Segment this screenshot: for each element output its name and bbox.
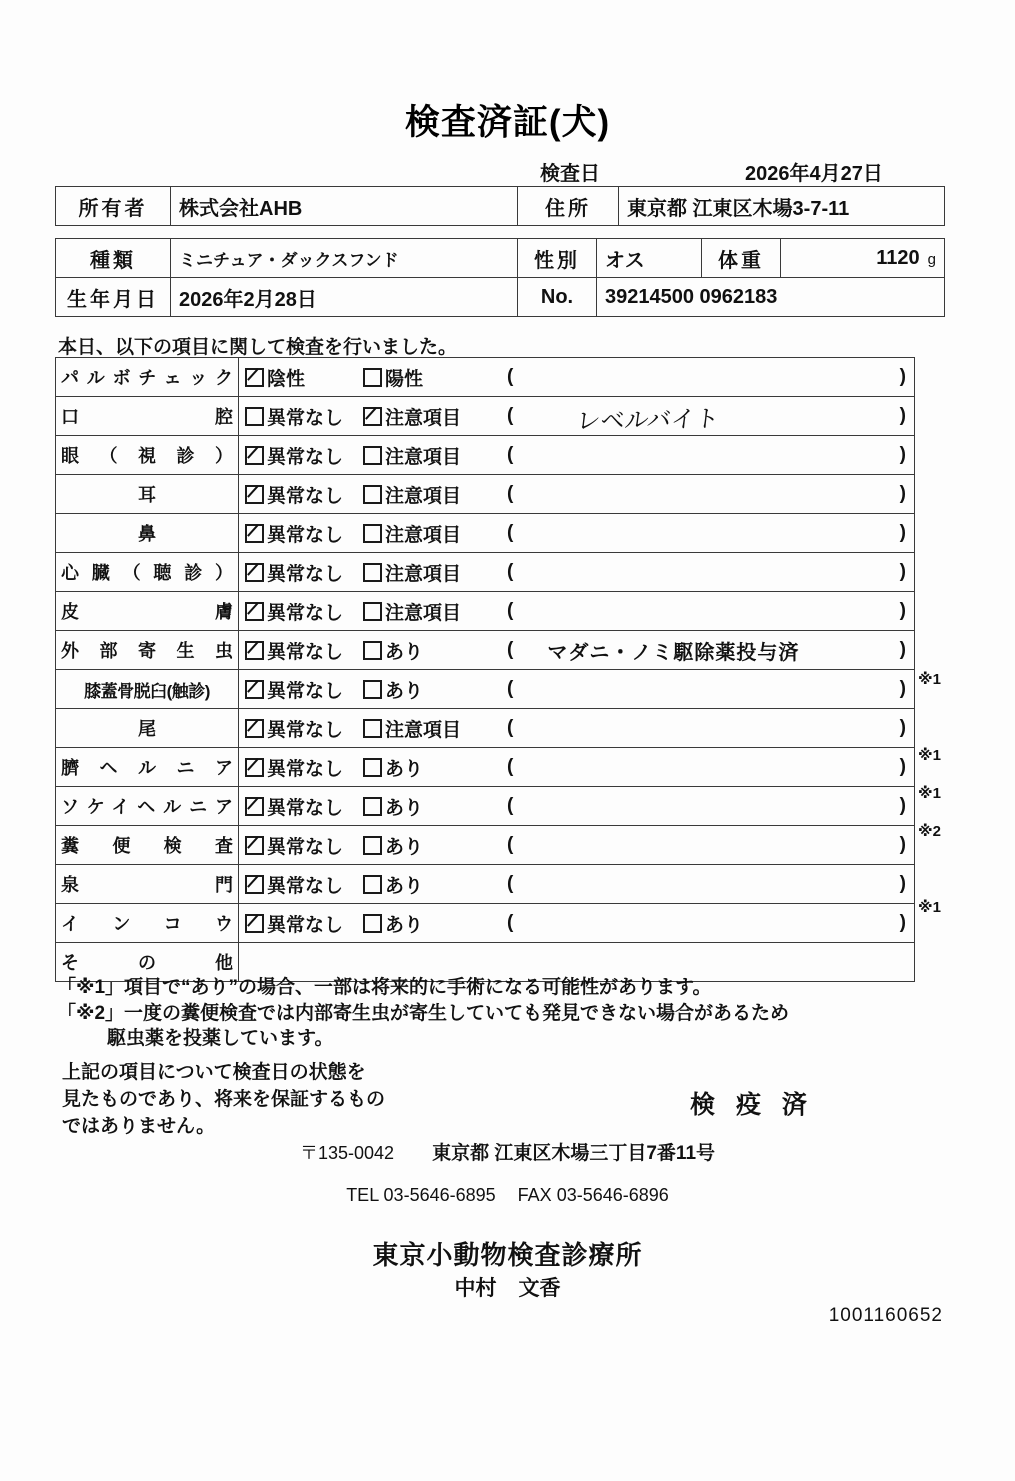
intro-text: 本日、以下の項目に関して検査を行いました。 [58,337,458,358]
paren-open: ( [507,912,514,933]
checked-checkbox-icon[interactable] [245,602,264,621]
option-2-label: あり [385,914,424,936]
unchecked-checkbox-icon[interactable] [363,524,382,543]
first-option[interactable] [245,910,363,937]
printed-note[interactable]: マダニ・ノミ駆除薬投与済 [547,641,800,664]
row-label: 臍ヘルニア [56,748,239,787]
row-options [239,748,915,787]
row-options [239,553,915,592]
second-option[interactable] [363,442,503,469]
footnote-marker: ※1 [918,747,941,764]
disclaimer-line-3: ではありません。 [62,1115,216,1137]
option-1-label: 異常なし [267,641,344,663]
option-2-label: あり [385,641,424,663]
exam-date-value: 2026年4月27日 [745,163,883,185]
table-row [56,709,915,748]
registration-no-value: 39214500 0962183 [597,278,945,317]
paren-close: ) [899,795,906,816]
footnote-marker [918,509,978,547]
first-option[interactable] [245,832,363,859]
footnote-marker [918,357,978,395]
second-option[interactable] [363,676,503,703]
first-option[interactable] [245,676,363,703]
paren-open: ( [507,795,514,816]
owner-label: 所有者 [56,187,171,226]
option-2-label: あり [385,797,424,819]
row-label: 心臓（聴診） [56,553,239,592]
unchecked-checkbox-icon[interactable] [363,485,382,504]
checked-checkbox-icon[interactable] [245,641,264,660]
checked-checkbox-icon[interactable] [245,680,264,699]
animal-table [55,238,945,317]
unchecked-checkbox-icon[interactable] [363,875,382,894]
address-label: 住所 [518,187,619,226]
clinic-name: 東京小動物検査診療所 [372,1240,643,1270]
paren-close: ) [899,522,906,543]
footnote-marker: ※2 [918,823,941,840]
option-1-label: 異常なし [267,719,344,741]
first-option[interactable] [245,520,363,547]
table-row [56,826,915,865]
footnote-marker [918,585,978,623]
sex-label: 性別 [518,239,597,278]
paren-open: ( [507,873,514,894]
second-option[interactable] [363,559,503,586]
row-options [239,787,915,826]
second-option[interactable] [363,520,503,547]
birth-value: 2026年2月28日 [171,278,518,317]
option-1-label: 陰性 [267,368,306,390]
vet-given-name: 文香 [518,1277,561,1300]
checked-checkbox-icon[interactable] [245,563,264,582]
row-label: 鼻 [56,514,239,553]
owner-row [56,187,945,226]
paren-open: ( [507,639,514,660]
option-2-label: あり [385,680,424,702]
option-2-label: 陽性 [385,368,424,390]
row-options [239,826,915,865]
other-row-label: そ の 他 [56,943,239,982]
unchecked-checkbox-icon[interactable] [363,836,382,855]
row-options [239,865,915,904]
table-row [56,787,915,826]
weight-label: 体重 [702,239,781,278]
row-options [239,631,915,670]
birth-row [56,278,945,317]
paren-open: ( [507,600,514,621]
paren-close: ) [899,444,906,465]
clinic-contact [0,1185,1015,1206]
first-option[interactable] [245,442,363,469]
first-option[interactable] [245,598,363,625]
unchecked-checkbox-icon[interactable] [363,758,382,777]
row-label: 口 腔 [56,397,239,436]
checked-checkbox-icon[interactable] [245,875,264,894]
table-row [56,631,915,670]
paren-close: ) [899,600,906,621]
paren-close: ) [899,561,906,582]
paren-open: ( [507,756,514,777]
exam-date-row [55,157,945,186]
table-row [56,514,915,553]
footnote-2-line2: 駆虫薬を投薬しています。 [107,1028,334,1050]
checked-checkbox-icon[interactable] [245,368,264,387]
vet-family-name: 中村 [454,1277,497,1300]
checked-checkbox-icon[interactable] [245,797,264,816]
unchecked-checkbox-icon[interactable] [363,914,382,933]
option-1-label: 異常なし [267,914,344,936]
row-label: 眼（視診） [56,436,239,475]
weight-unit: g [927,250,936,268]
footnote-marker: ※1 [918,671,941,688]
paren-open: ( [507,522,514,543]
second-option[interactable] [363,364,503,391]
weight-cell [781,239,945,278]
row-label: 泉 門 [56,865,239,904]
second-option[interactable] [363,910,503,937]
zip-code: 135-0042 [317,1143,395,1163]
option-1-label: 異常なし [267,485,344,507]
row-options [239,709,915,748]
table-row [56,592,915,631]
owner-table [55,186,945,226]
paren-close: ) [899,873,906,894]
checked-checkbox-icon[interactable] [245,446,264,465]
table-row [56,553,915,592]
paren-close: ) [899,678,906,699]
handwritten-note[interactable]: レベルバイト [575,404,721,435]
clinic-prefecture: 東京都 [432,1143,490,1164]
second-option[interactable] [363,793,503,820]
paren-open: ( [507,405,514,426]
checked-checkbox-icon[interactable] [245,758,264,777]
inspection-table-wrap [55,357,915,982]
option-1-label: 異常なし [267,875,344,897]
row-label: 糞便検査 [56,826,239,865]
row-label: 皮 膚 [56,592,239,631]
row-label: 尾 [56,709,239,748]
checked-checkbox-icon[interactable] [245,836,264,855]
option-1-label: 異常なし [267,758,344,780]
row-options [239,592,915,631]
paren-close: ) [899,756,906,777]
second-option[interactable] [363,871,503,898]
option-1-label: 異常なし [267,836,344,858]
veterinarian-name [0,1272,1015,1302]
table-row [56,670,915,709]
checked-checkbox-icon[interactable] [245,719,264,738]
first-option[interactable] [245,364,363,391]
unchecked-checkbox-icon[interactable] [363,368,382,387]
option-1-label: 異常なし [267,563,344,585]
first-option[interactable] [245,559,363,586]
tel-number: 03-5646-6895 [383,1185,496,1205]
paren-close: ) [899,834,906,855]
owner-value: 株式会社AHB [171,187,518,226]
unchecked-checkbox-icon[interactable] [363,641,382,660]
row-label: 膝蓋骨脱臼(触診) [56,670,239,709]
checked-checkbox-icon[interactable] [245,914,264,933]
second-option[interactable] [363,715,503,742]
table-row [56,904,915,943]
breed-row [56,239,945,278]
first-option[interactable] [245,637,363,664]
birth-label: 生年月日 [56,278,171,317]
disclaimer [62,1060,462,1141]
inspection-table [55,357,915,982]
footnote-marker [918,395,978,433]
option-2-label: 注意項目 [385,446,462,468]
second-option[interactable] [363,598,503,625]
option-1-label: 異常なし [267,680,344,702]
first-option[interactable] [245,754,363,781]
row-options [239,514,915,553]
table-row [56,475,915,514]
paren-close: ) [899,912,906,933]
footnote-marker: ※1 [918,899,941,916]
paren-open: ( [507,717,514,738]
table-row [56,748,915,787]
second-option[interactable] [363,481,503,508]
zip-mark-icon: 〒 [299,1143,318,1163]
unchecked-checkbox-icon[interactable] [363,719,382,738]
option-1-label: 異常なし [267,524,344,546]
first-option[interactable] [245,403,363,430]
second-option[interactable] [363,754,503,781]
paren-open: ( [507,678,514,699]
table-row [56,397,915,436]
paren-open: ( [507,366,514,387]
option-2-label: 注意項目 [385,485,462,507]
option-2-label: 注意項目 [385,524,462,546]
first-option[interactable] [245,715,363,742]
option-1-label: 異常なし [267,407,344,429]
fax-number: 03-5646-6896 [556,1185,669,1205]
fax-label: FAX [517,1185,552,1205]
checked-checkbox-icon[interactable] [245,485,264,504]
sex-value: オス [597,239,702,278]
checked-checkbox-icon[interactable] [363,407,382,426]
option-2-label: 注意項目 [385,563,462,585]
unchecked-checkbox-icon[interactable] [363,797,382,816]
option-2-label: 注意項目 [385,719,462,741]
disclaimer-line-1: 上記の項目について検査日の状態を [62,1062,366,1083]
tel-label: TEL [346,1185,379,1205]
row-options [239,475,915,514]
footnote-marker: ※1 [918,785,941,802]
page-title: 検査済証(犬) [404,103,611,142]
quarantine-stamp: 検 疫 済 [690,1091,814,1119]
registration-no-label: No. [518,278,597,317]
option-2-label: 注意項目 [385,407,462,429]
exam-date-label: 検査日 [540,163,600,185]
row-label: パルボチェック [56,358,239,397]
unchecked-checkbox-icon[interactable] [245,407,264,426]
second-option[interactable] [363,637,503,664]
footnote-marker [918,433,978,471]
paren-open: ( [507,561,514,582]
row-options [239,436,915,475]
paren-open: ( [507,483,514,504]
paren-close: ) [899,366,906,387]
breed-value: ミニチュア・ダックスフンド [171,239,518,278]
paren-close: ) [899,639,906,660]
second-option[interactable] [363,403,503,430]
paren-open: ( [507,444,514,465]
unchecked-checkbox-icon[interactable] [363,680,382,699]
reference-number: 1001160652 [828,1305,943,1326]
breed-label: 種類 [56,239,171,278]
footnote-marker [918,851,978,889]
unchecked-checkbox-icon[interactable] [363,563,382,582]
option-2-label: 注意項目 [385,602,462,624]
row-label: 耳 [56,475,239,514]
option-2-label: あり [385,875,424,897]
second-option[interactable] [363,832,503,859]
first-option[interactable] [245,481,363,508]
row-options [239,358,915,397]
weight-value: 1120 [876,246,920,269]
address-value: 東京都 江東区木場3-7-11 [619,187,945,226]
row-label: ソケイヘルニア [56,787,239,826]
option-1-label: 異常なし [267,446,344,468]
option-2-label: あり [385,758,424,780]
table-row [56,865,915,904]
paren-open: ( [507,834,514,855]
option-1-label: 異常なし [267,602,344,624]
footnote-marker [918,699,978,737]
footnotes [57,975,957,1052]
footnote-2-line1: 「※2」一度の糞便検査では内部寄生虫が寄生していても発見できない場合があるため [57,1002,790,1024]
table-row [56,436,915,475]
paren-close: ) [899,483,906,504]
option-2-label: あり [385,836,424,858]
disclaimer-line-2: 見たものであり、将来を保証するもの [62,1088,386,1110]
footnote-marker-column [918,357,978,927]
clinic-address [0,1138,1015,1165]
paren-close: ) [899,717,906,738]
clinic-street: 江東区木場三丁目7番11号 [494,1143,716,1164]
footnote-marker [918,471,978,509]
unchecked-checkbox-icon[interactable] [363,446,382,465]
checked-checkbox-icon[interactable] [245,524,264,543]
footnote-1: 「※1」項目で“あり”の場合、一部は将来的に手術になる可能性があります。 [57,977,712,998]
row-label: 外部寄生虫 [56,631,239,670]
unchecked-checkbox-icon[interactable] [363,602,382,621]
first-option[interactable] [245,793,363,820]
row-options [239,670,915,709]
paren-close: ) [899,405,906,426]
row-options [239,904,915,943]
row-label: インコウ [56,904,239,943]
row-options [239,397,915,436]
footnote-marker [918,623,978,661]
first-option[interactable] [245,871,363,898]
table-row [56,358,915,397]
footnote-marker [918,547,978,585]
option-1-label: 異常なし [267,797,344,819]
